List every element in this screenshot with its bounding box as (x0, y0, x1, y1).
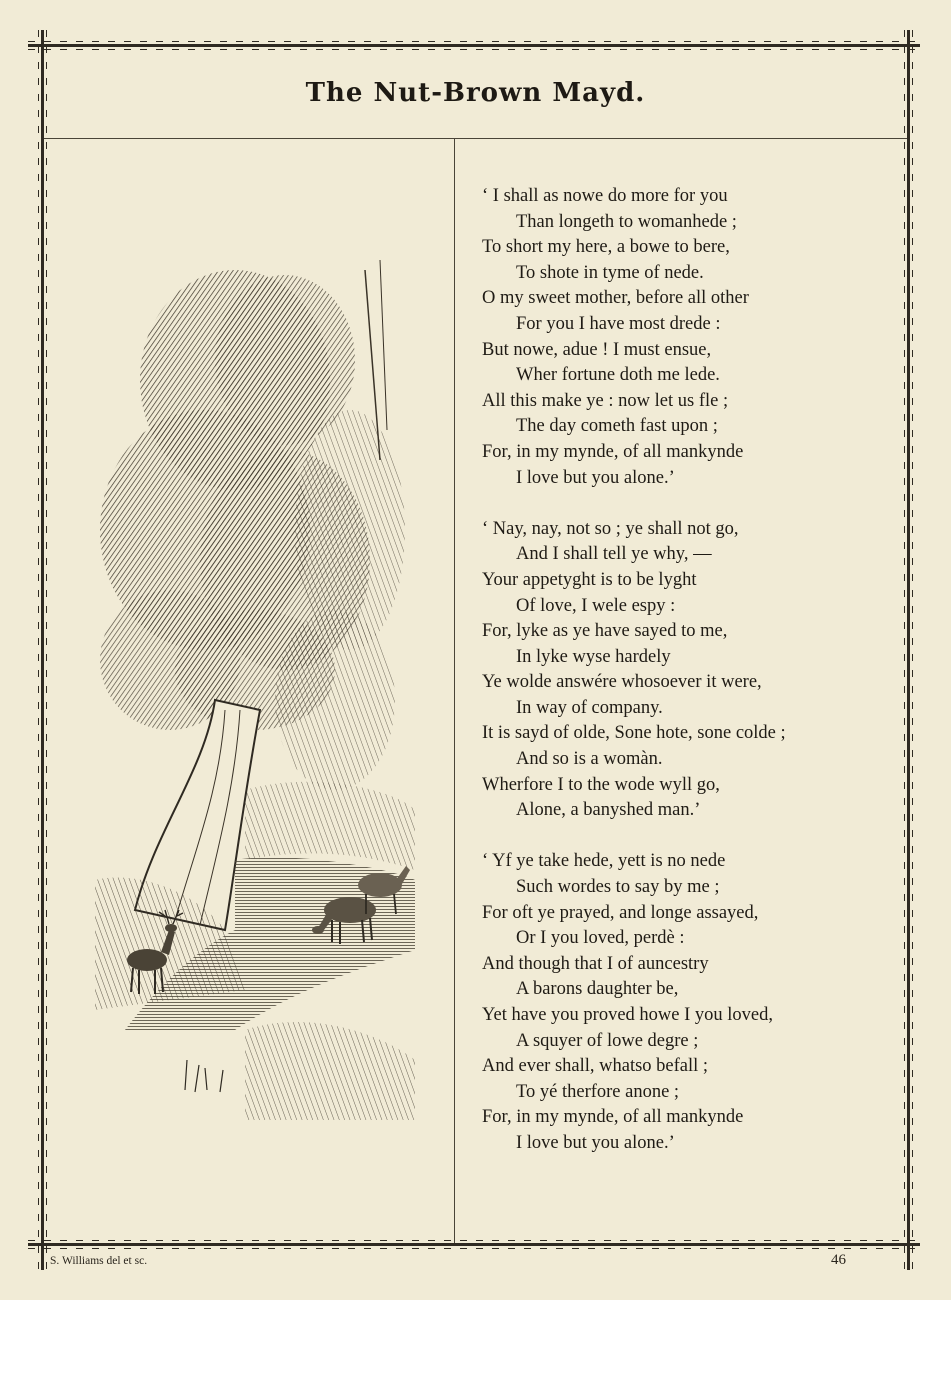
poem-line: But nowe, adue ! I must ensue, (482, 339, 712, 360)
poem-line: Than longeth to womanhede ; (516, 211, 737, 232)
stanza (482, 517, 902, 824)
poem-line: I love but you alone.’ (516, 467, 675, 488)
engraver-credit: S. Williams del et sc. (50, 1255, 148, 1267)
poem-line: The day cometh fast upon ; (516, 416, 718, 437)
poem-line: ‘ I shall as nowe do more for you (482, 186, 728, 206)
poem-line: For, lyke as ye have sayed to me, (482, 621, 728, 642)
poem-line: Wherfore I to the wode wyll go, (482, 774, 720, 795)
tree-foliage (100, 270, 370, 730)
poem-line: For, in my mynde, of all mankynde (482, 1107, 744, 1128)
page-number: 46 (831, 1252, 846, 1268)
woodland-deer-engraving (95, 230, 425, 1120)
poem-line: I love but you alone.’ (516, 1132, 675, 1153)
poem-line: And so is a womàn. (516, 749, 663, 770)
border-top (28, 44, 920, 47)
poem-text (482, 184, 902, 1182)
poem-line: To short my here, a bowe to bere, (482, 237, 730, 258)
poem-line: All this make ye : now let us fle ; (482, 390, 729, 411)
poem-line: Your appetyght is to be lyght (482, 569, 697, 590)
poem-line: A squyer of lowe degre ; (516, 1030, 699, 1051)
poem-line: Ye wolde answére whosoever it were, (482, 672, 762, 693)
poem-line: Such wordes to say by me ; (516, 877, 720, 898)
poem-line: A barons daughter be, (516, 979, 679, 1000)
poem-line: Wher fortune doth me lede. (516, 365, 720, 386)
poem-line: And I shall tell ye why, — (516, 544, 712, 565)
stanza (482, 849, 902, 1156)
page-title: The Nut-Brown Mayd. (305, 78, 646, 108)
poem-line: It is sayd of olde, Sone hote, sone colde ; (482, 723, 786, 744)
border-left (41, 30, 44, 1270)
poem-line: And though that I of auncestry (482, 953, 709, 974)
poem-line: Alone, a banyshed man.’ (516, 800, 701, 821)
poem-line: ‘ Nay, nay, not so ; ye shall not go, (482, 518, 739, 539)
stanza (482, 184, 902, 491)
poem-line: For oft ye prayed, and longe assayed, (482, 902, 759, 923)
poem-line: Of love, I wele espy : (516, 595, 676, 616)
border-right (907, 30, 910, 1270)
header-rule (44, 138, 907, 139)
border-bottom (28, 1243, 920, 1246)
column-divider (454, 138, 455, 1243)
poem-line: Or I you loved, perdè : (516, 928, 685, 949)
poem-line: In way of company. (516, 697, 663, 718)
poem-line: In lyke wyse hardely (516, 646, 671, 667)
poem-line: O my sweet mother, before all other (482, 288, 749, 309)
poem-line: For, in my mynde, of all mankynde (482, 441, 744, 462)
poem-line: Yet have you proved howe I you loved, (482, 1005, 773, 1025)
poem-line: To shote in tyme of nede. (516, 262, 704, 283)
poem-line: And ever shall, whatso befall ; (482, 1056, 709, 1077)
poem-line: ‘ Yf ye take hede, yett is no nede (482, 851, 726, 872)
poem-line: For you I have most drede : (516, 313, 721, 334)
poem-line: To yé therfore anone ; (516, 1081, 680, 1102)
